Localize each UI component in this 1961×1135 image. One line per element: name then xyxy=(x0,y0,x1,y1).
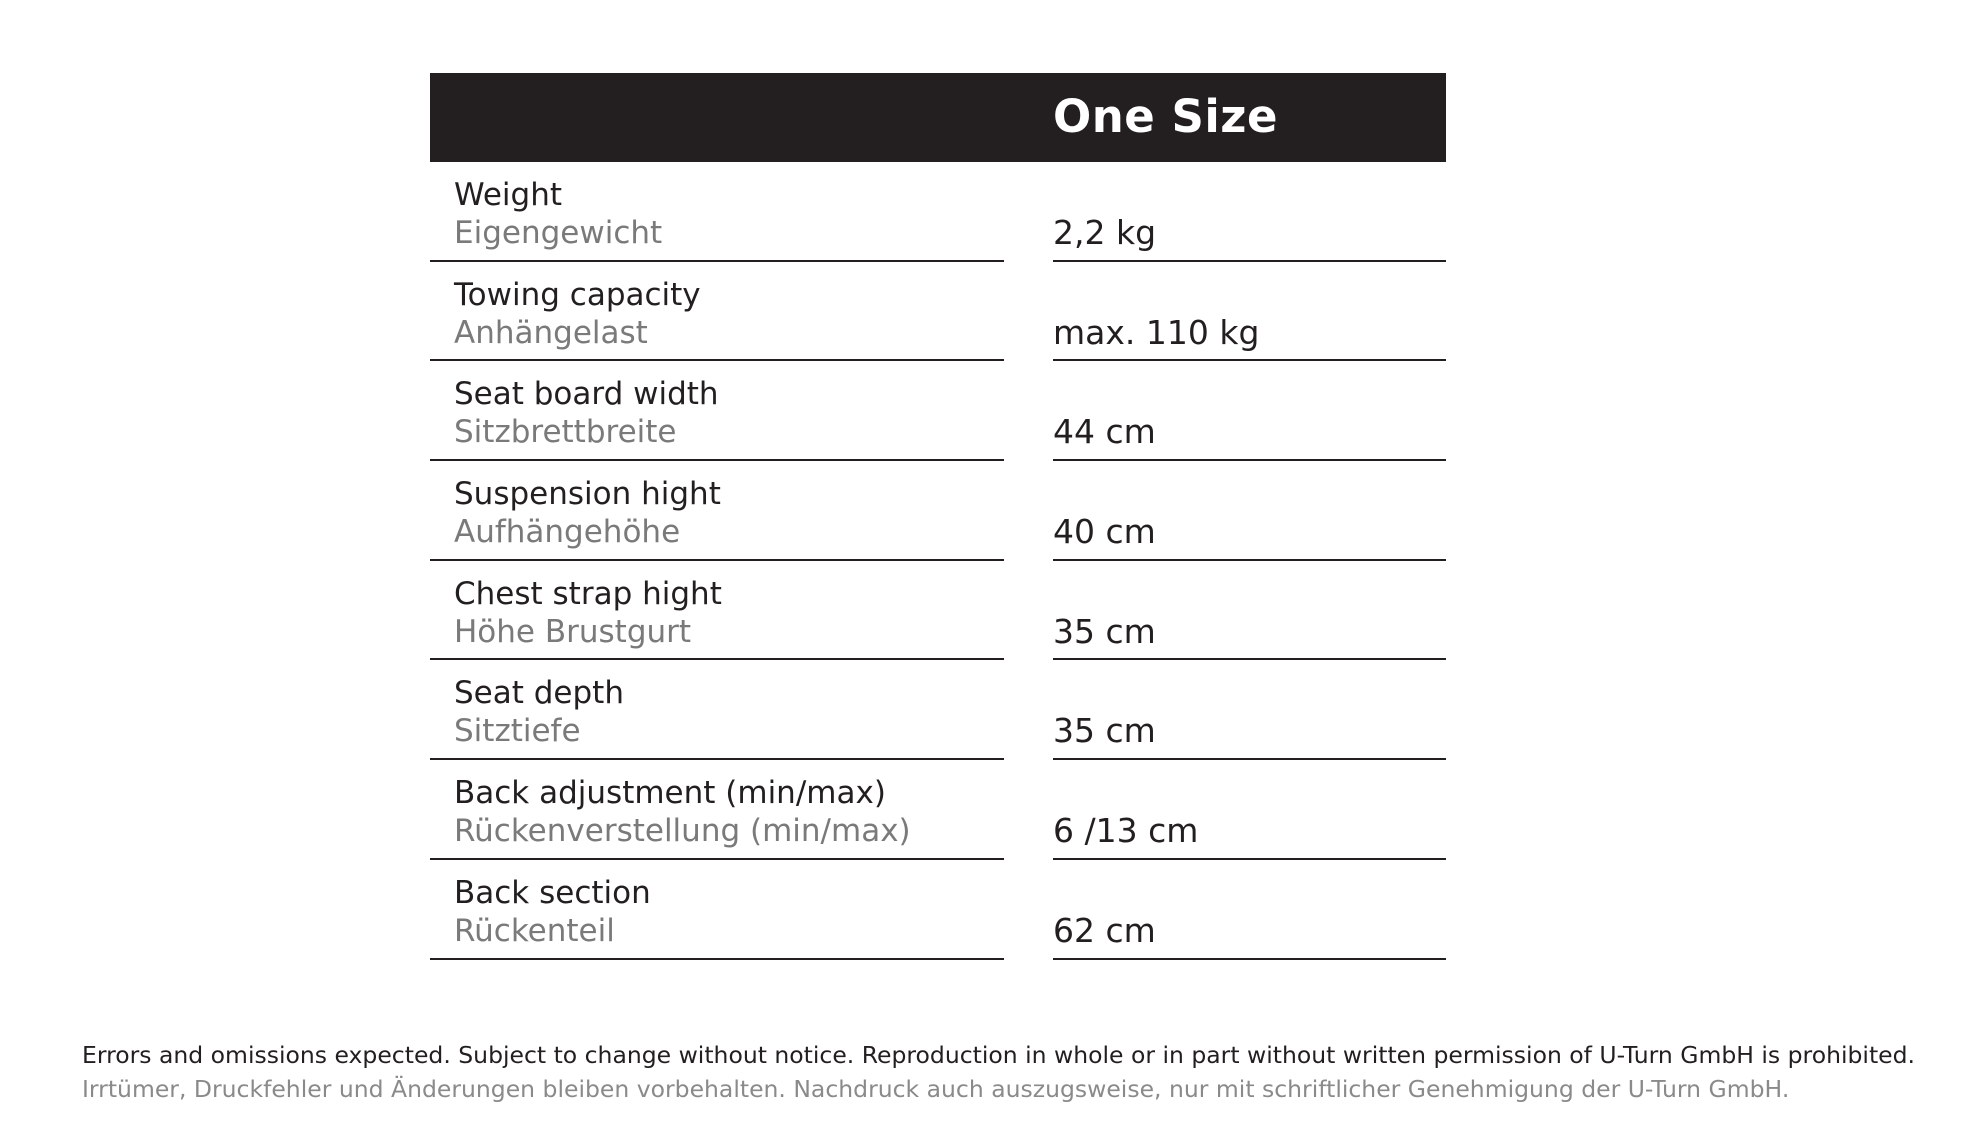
spec-table xyxy=(430,73,1446,960)
label-english: Towing capacity xyxy=(454,276,701,313)
spec-value: 44 cm xyxy=(1053,412,1156,452)
label-english: Back section xyxy=(454,874,651,911)
label-english: Weight xyxy=(454,177,563,213)
spec-value: 6 /13 cm xyxy=(1053,811,1199,851)
spec-value: 2,2 kg xyxy=(1053,213,1157,252)
label-english: Back adjustment (min/max) xyxy=(454,775,886,812)
value-cell xyxy=(1053,561,1446,661)
label-english: Seat board width xyxy=(454,376,719,413)
table-row xyxy=(430,361,1446,461)
label-english: Chest strap hight xyxy=(454,575,722,612)
spec-rows xyxy=(430,162,1446,960)
spec-value: 35 cm xyxy=(1053,711,1156,751)
label-german: Aufhängehöhe xyxy=(454,514,681,551)
spec-value: max. 110 kg xyxy=(1053,312,1260,352)
disclaimer-english: Errors and omissions expected. Subject to change without notice. Reproduction in whole or in part without written permission of U-Turn GmbH is prohibited. xyxy=(82,1041,1916,1069)
disclaimer-german: Irrtümer, Druckfehler und Änderungen bleiben vorbehalten. Nachdruck auch auszugsweise, nur mit schriftlicher Genehmigung der U-Turn GmbH. xyxy=(82,1075,1790,1103)
label-cell xyxy=(430,860,1004,960)
table-row xyxy=(430,760,1446,860)
value-cell xyxy=(1053,461,1446,561)
value-cell xyxy=(1053,860,1446,960)
label-cell xyxy=(430,361,1004,461)
table-row xyxy=(430,461,1446,561)
label-cell xyxy=(430,162,1004,262)
label-german: Rückenteil xyxy=(454,912,615,949)
label-cell xyxy=(430,561,1004,661)
value-cell xyxy=(1053,361,1446,461)
value-cell xyxy=(1053,760,1446,860)
size-column-title: One Size xyxy=(1053,90,1279,143)
table-header xyxy=(430,73,1446,162)
table-row xyxy=(430,262,1446,362)
label-german: Anhängelast xyxy=(454,314,648,351)
label-german: Sitzbrettbreite xyxy=(454,414,677,451)
label-cell xyxy=(430,660,1004,760)
label-german: Rückenverstellung (min/max) xyxy=(454,813,911,850)
label-english: Suspension hight xyxy=(454,476,721,513)
value-cell xyxy=(1053,262,1446,362)
label-cell xyxy=(430,262,1004,362)
label-german: Höhe Brustgurt xyxy=(454,613,692,650)
spec-value: 35 cm xyxy=(1053,611,1156,651)
label-german: Sitztiefe xyxy=(454,713,581,750)
disclaimer xyxy=(82,1038,1942,1106)
spec-value: 40 cm xyxy=(1053,512,1156,552)
value-cell xyxy=(1053,162,1446,262)
table-row xyxy=(430,860,1446,960)
value-cell xyxy=(1053,660,1446,760)
table-row xyxy=(430,561,1446,661)
label-cell xyxy=(430,760,1004,860)
table-row xyxy=(430,162,1446,262)
label-german: Eigengewicht xyxy=(454,215,663,251)
label-english: Seat depth xyxy=(454,675,624,712)
spec-value: 62 cm xyxy=(1053,910,1156,950)
table-row xyxy=(430,660,1446,760)
label-cell xyxy=(430,461,1004,561)
